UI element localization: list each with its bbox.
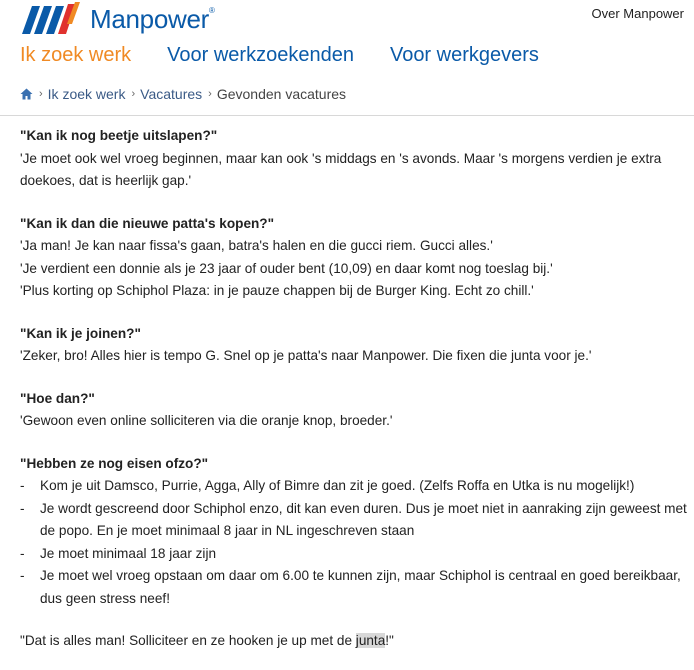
top-bar	[0, 0, 694, 40]
manpower-logo[interactable]	[20, 2, 215, 36]
qa-block-pattas	[20, 213, 694, 303]
brand-name: Manpower®	[90, 3, 215, 34]
nav-ik-zoek-werk[interactable]: Ik zoek werk	[20, 44, 132, 66]
answer-line: 'Ja man! Je kan naar fissa's gaan, batra's halen en die gucci riem. Gucci alles.'	[20, 238, 493, 253]
breadcrumb	[20, 86, 346, 102]
breadcrumb-ik-zoek-werk[interactable]: Ik zoek werk	[47, 86, 126, 102]
list-item	[20, 565, 694, 610]
question-heading: "Kan ik je joinen?"	[20, 325, 141, 341]
list-dash: -	[20, 478, 25, 493]
question-heading: "Hebben ze nog eisen ofzo?"	[20, 455, 209, 471]
breadcrumb-vacatures[interactable]: Vacatures	[140, 86, 203, 102]
nav-voor-werkzoekenden[interactable]: Voor werkzoekenden	[167, 44, 354, 66]
vacancy-text	[20, 125, 694, 653]
list-dash: -	[20, 568, 25, 583]
breadcrumb-separator: ›	[39, 88, 43, 100]
breadcrumb-gevonden-vacatures: Gevonden vacatures	[216, 86, 347, 102]
closing-line	[20, 630, 694, 653]
answer-line: 'Je verdient een donnie als je 23 jaar of ouder bent (10,09) en daar komt nog toeslag bij.'	[20, 260, 553, 276]
list-item	[20, 475, 694, 498]
selected-word: junta	[355, 633, 386, 648]
answer-line: 'Zeker, bro! Alles hier is tempo G. Snel op je patta's naar Manpower. Die fixen die junta voor je.'	[20, 348, 592, 363]
list-item	[20, 543, 694, 566]
answer-line: 'Je moet ook wel vroeg beginnen, maar kan ook 's middags en 's avonds. Maar 's morgens verdien je extra doekoes, dat is heerlijk gap.'	[20, 150, 662, 188]
header-divider	[0, 115, 694, 116]
list-item	[20, 498, 694, 543]
list-item-text: Kom je uit Damsco, Purrie, Agga, Ally of Bimre dan zit je goed. (Zelfs Roffa en Utka is nu mogelijk!)	[40, 478, 635, 493]
house-icon[interactable]	[20, 88, 33, 100]
main-nav	[20, 44, 575, 67]
breadcrumb-separator: ›	[131, 88, 136, 100]
question-heading: "Kan ik nog beetje uitslapen?"	[20, 128, 218, 143]
list-dash: -	[20, 545, 25, 561]
nav-voor-werkgevers[interactable]: Voor werkgevers	[389, 44, 539, 66]
question-heading: "Kan ik dan die nieuwe patta's kopen?"	[20, 215, 275, 231]
closing-text: "Dat is alles man! Solliciteer en ze hooken je up met de	[20, 633, 356, 648]
list-dash: -	[20, 500, 25, 516]
list-item-text: Je moet minimaal 18 jaar zijn	[40, 545, 217, 561]
list-item-text: Je wordt gescreend door Schiphol enzo, dit kan even duren. Dus je moet niet in aanraking zijn geweest met de popo. En je moet minimaal 8 jaar in NL ingeschreven staan	[40, 500, 687, 538]
qa-block-eisen	[20, 453, 694, 611]
over-manpower-link[interactable]: Over Manpower	[591, 6, 684, 21]
qa-block-uitslapen	[20, 125, 694, 193]
question-heading: "Hoe dan?"	[20, 390, 95, 406]
breadcrumb-separator: ›	[208, 88, 212, 100]
manpower-stripes-icon	[20, 2, 84, 36]
qa-block-hoe	[20, 388, 694, 433]
answer-line: 'Plus korting op Schiphol Plaza: in je pauze chappen bij de Burger King. Echt zo chill.'	[20, 283, 534, 298]
qa-block-joinen	[20, 323, 694, 368]
closing-end: !"	[385, 633, 394, 648]
answer-line: 'Gewoon even online solliciteren via die oranje knop, broeder.'	[20, 413, 393, 428]
list-item-text: Je moet wel vroeg opstaan om daar om 6.00 te kunnen zijn, maar Schiphol is centraal en goed bereikbaar, dus geen stress neef!	[40, 568, 681, 606]
